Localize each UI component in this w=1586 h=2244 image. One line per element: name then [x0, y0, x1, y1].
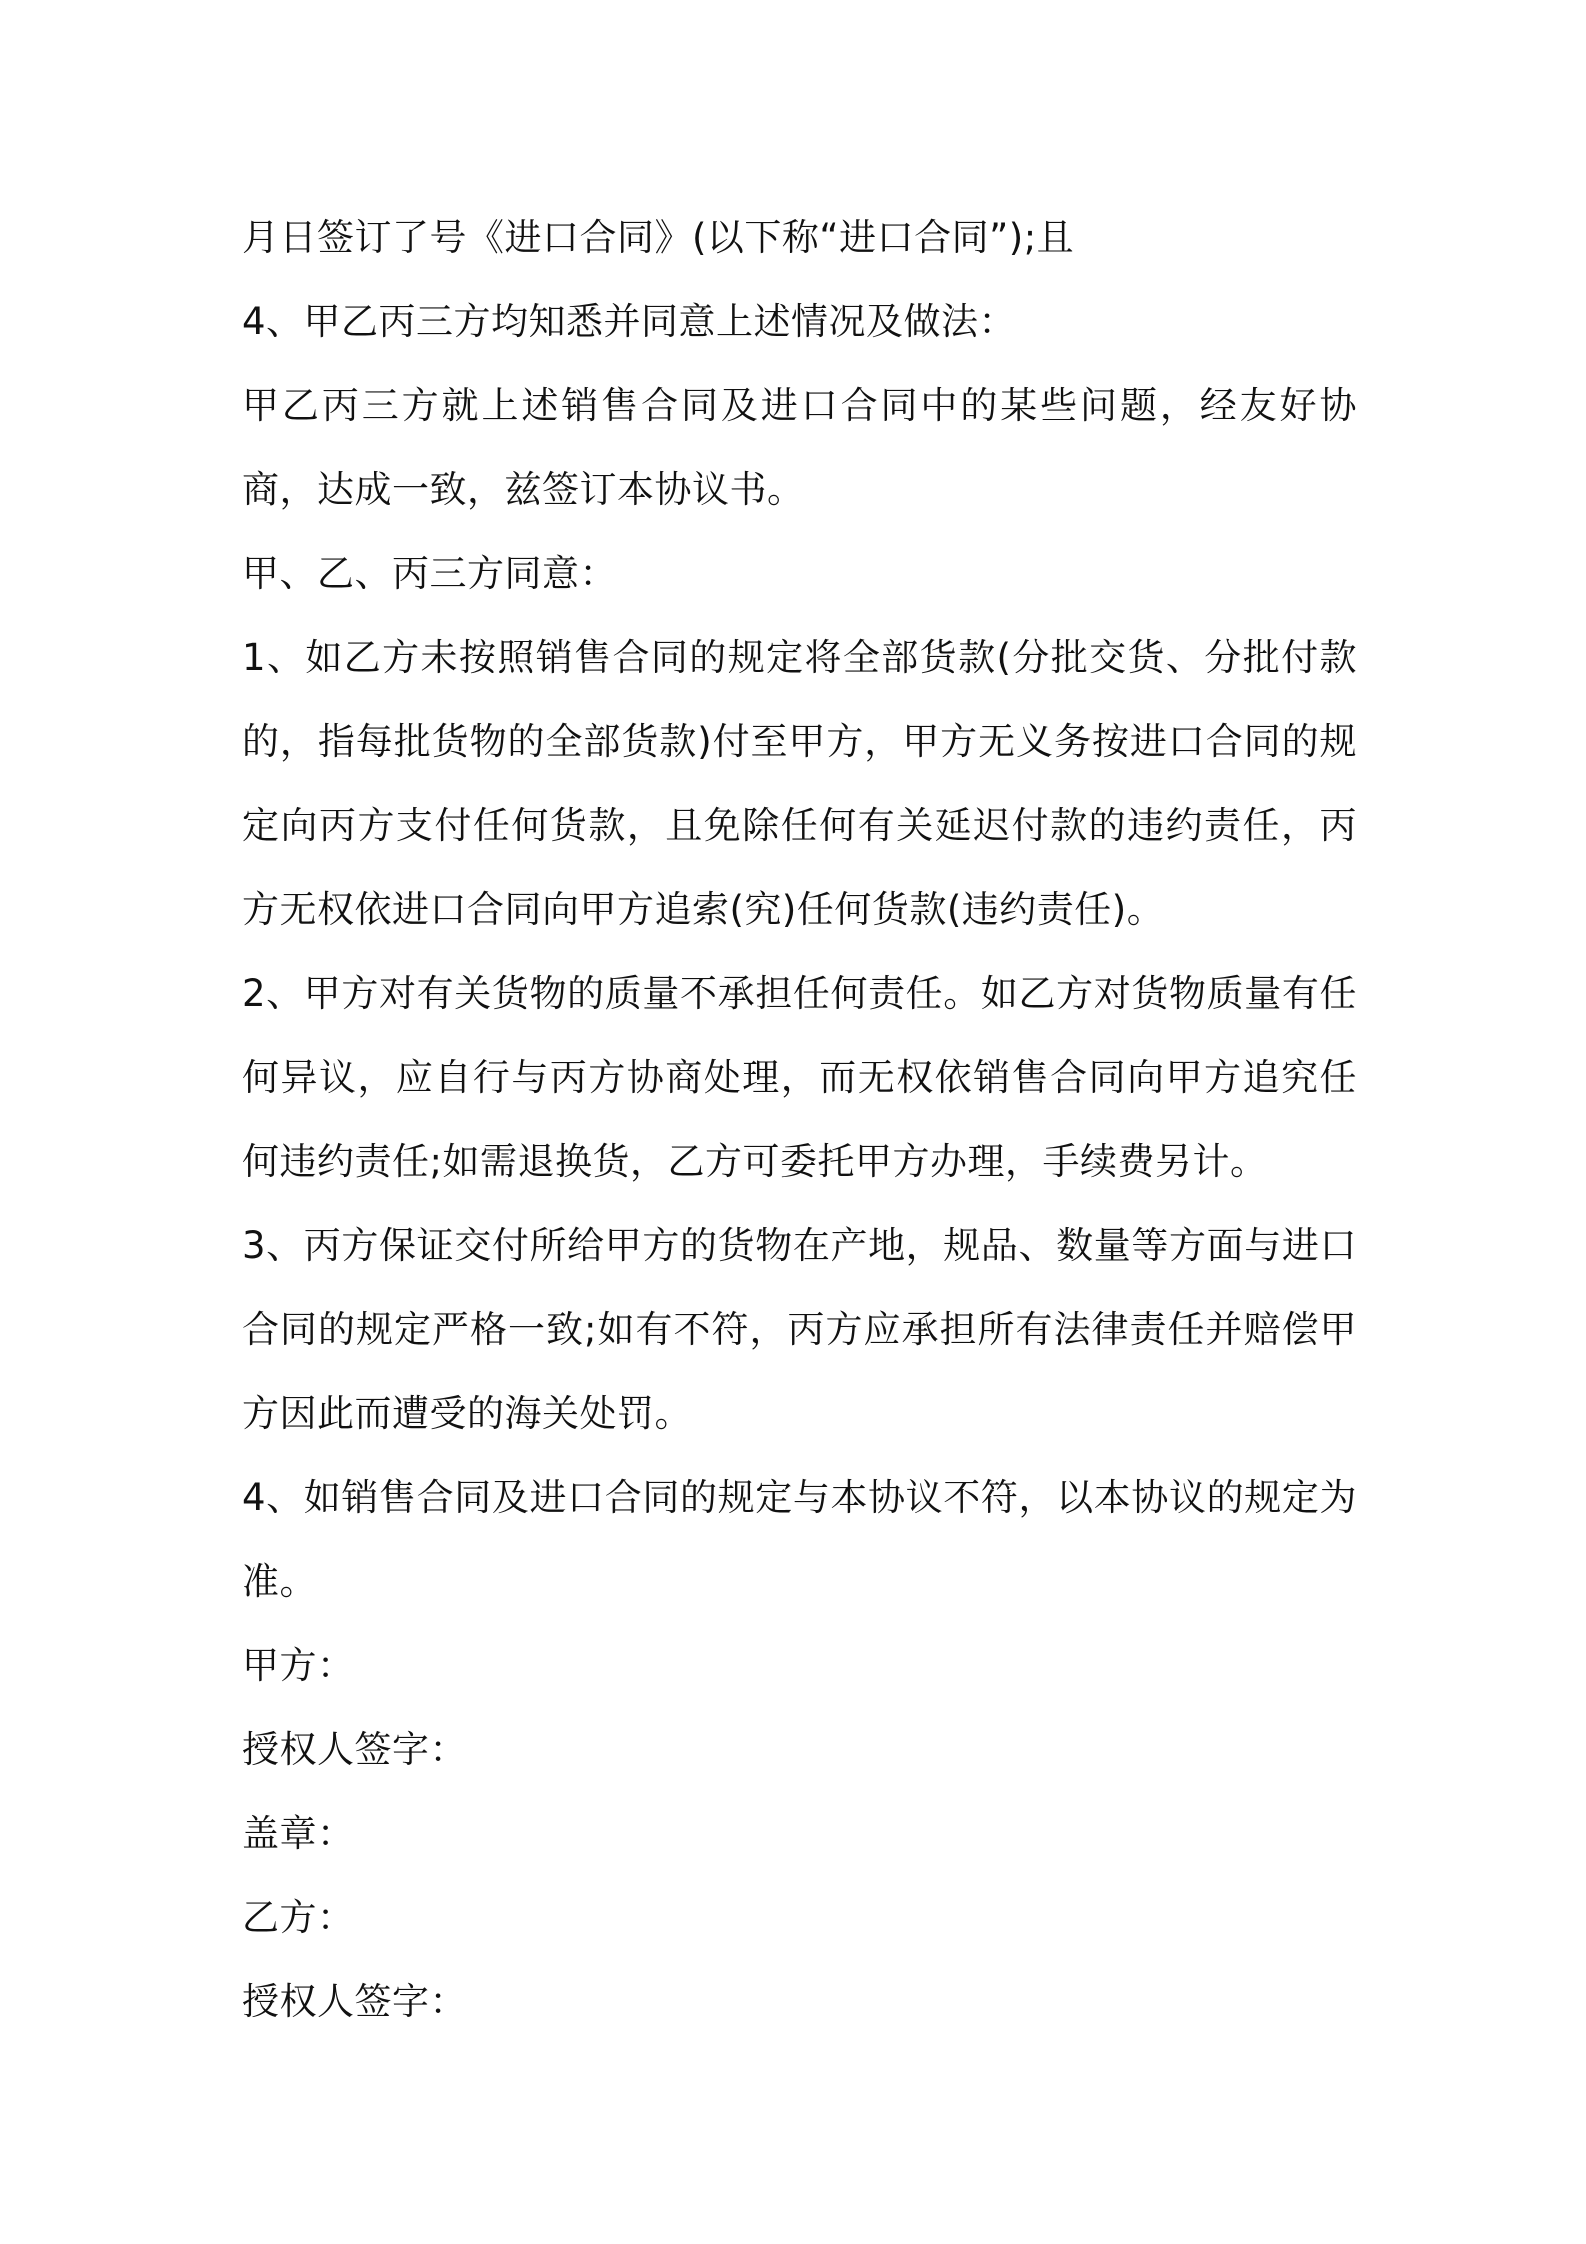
paragraph-agreement-intro: 甲乙丙三方就上述销售合同及进口合同中的某些问题，经友好协商，达成一致，兹签订本协议书。 [242, 384, 1357, 511]
clause-2: 2、甲方对有关货物的质量不承担任何责任。如乙方对货物质量有任何异议，应自行与丙方协商处理，而无权依销售合同向甲方追究任何违约责任;如需退换货，乙方可委托甲方办理，手续费另计。 [242, 972, 1357, 1183]
document-body [242, 196, 1357, 2044]
signature-party-a: 甲方： [242, 1644, 355, 1687]
paragraph-parties-agree: 甲、乙、丙三方同意： [242, 552, 617, 595]
signature-seal: 盖章： [242, 1812, 355, 1855]
paragraph-item-4-acknowledge: 4、甲乙丙三方均知悉并同意上述情况及做法： [242, 300, 1017, 343]
clause-3: 3、丙方保证交付所给甲方的货物在产地，规品、数量等方面与进口合同的规定严格一致;如有不符，丙方应承担所有法律责任并赔偿甲方因此而遭受的海关处罚。 [242, 1224, 1357, 1435]
clause-1: 1、如乙方未按照销售合同的规定将全部货款(分批交货、分批付款的，指每批货物的全部货款)付至甲方，甲方无义务按进口合同的规定向丙方支付任何货款，且免除任何有关延迟付款的违约责任，丙方无权依进口合同向甲方追索(究)任何货款(违约责任)。 [242, 636, 1357, 931]
clause-4: 4、如销售合同及进口合同的规定与本协议不符，以本协议的规定为准。 [242, 1476, 1357, 1603]
signature-party-a-signer: 授权人签字： [242, 1728, 467, 1771]
signature-party-b-signer: 授权人签字： [242, 1980, 467, 2023]
paragraph-contract-date: 月日签订了号《进口合同》(以下称“进口合同”);且 [242, 216, 1075, 259]
signature-party-b: 乙方： [242, 1896, 355, 1939]
